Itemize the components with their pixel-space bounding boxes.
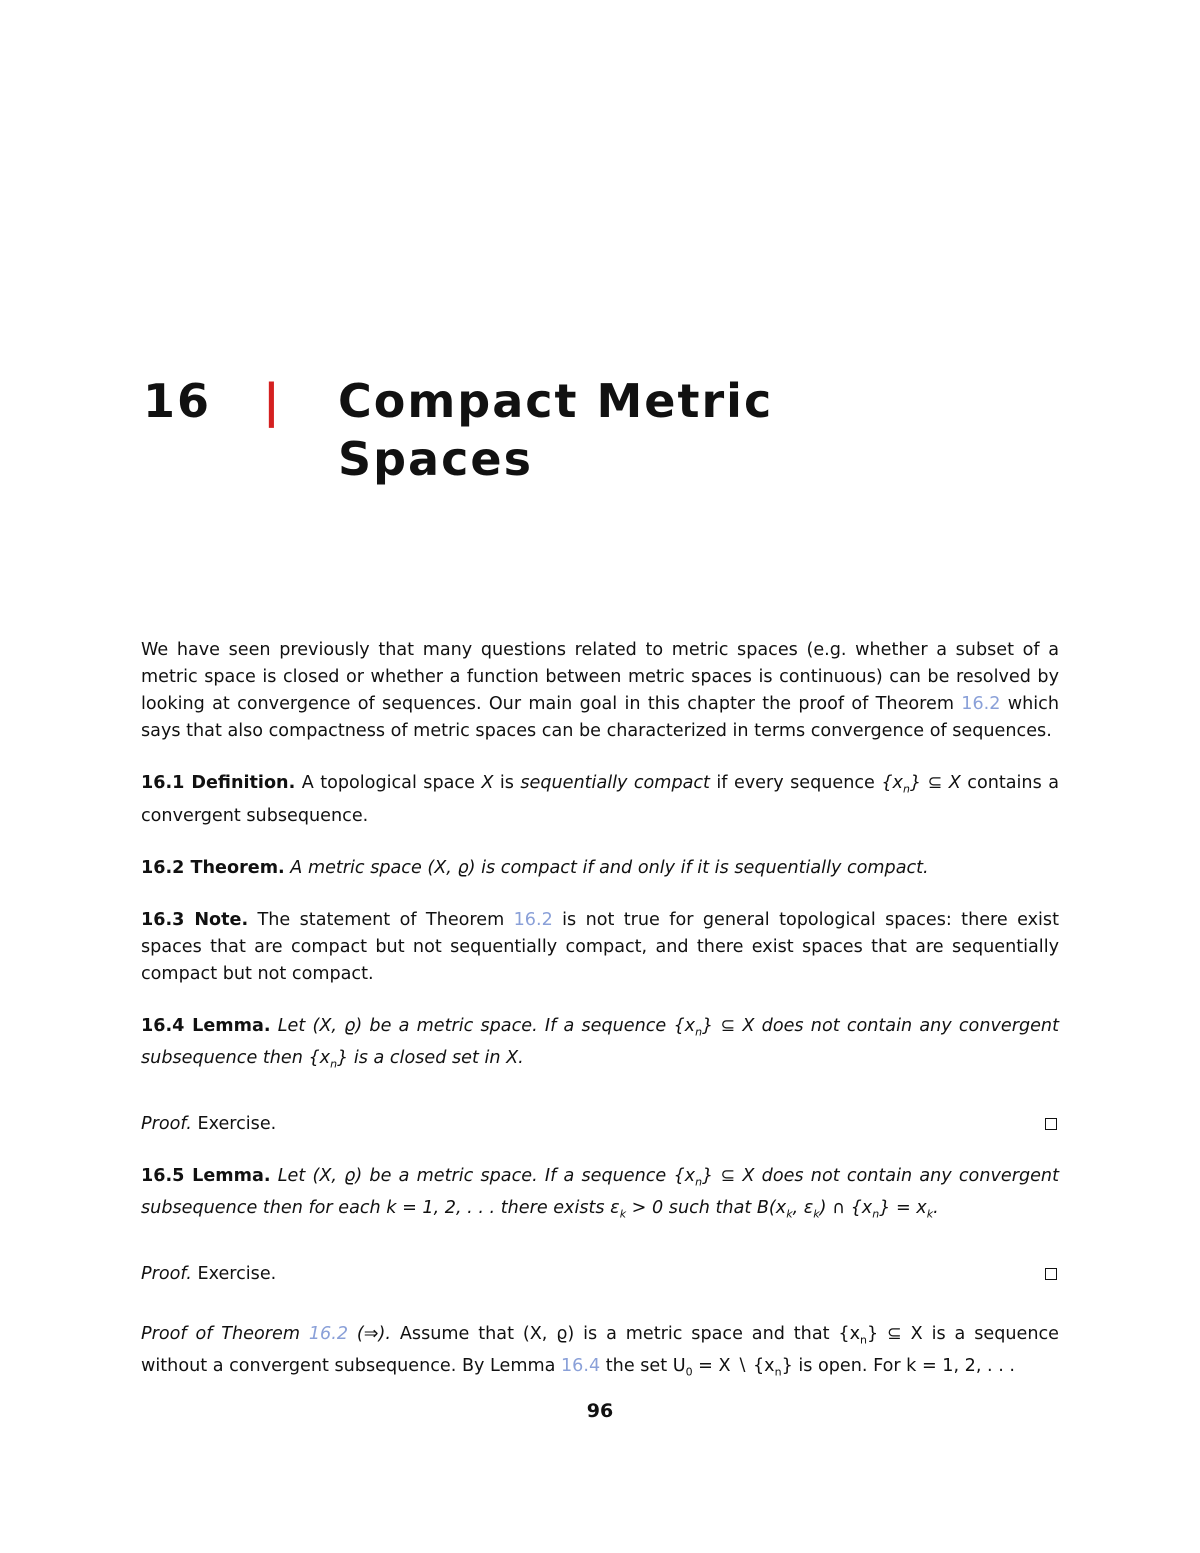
proof-label: Proof. xyxy=(141,1113,192,1134)
proof-lemma-16-5: Proof. Exercise. xyxy=(141,1261,1059,1288)
page-number: 96 xyxy=(586,1400,614,1422)
proof-theorem-16-2: Proof of Theorem 16.2 (⇒). Assume that (X, ϱ) is a metric space and that $\{x_n\}$ ⊆ X is a sequence without a convergent subsequence. By Lemma 16.4 the set $U_0 = X$ ∖ $\{x_n\}$ is open. For k = 1, 2, . . . xyxy=(141,1323,1060,1379)
chapter-title xyxy=(338,372,898,488)
page-body xyxy=(141,637,1059,1386)
theorem-link[interactable]: 16.2 xyxy=(961,694,1001,714)
intro-paragraph: We have seen previously that many questions related to metric spaces (e.g. whether a subset of a metric space is closed or whether a function between metric spaces is continuous) can be resolved by looking at convergence of sequences. Our main goal in this chapter the proof of Theorem 16.2 which says that also compactness of metric spaces can be characterized in terms convergence of sequences. xyxy=(141,640,1059,741)
qed-square-icon xyxy=(1045,1118,1057,1130)
chapter-title-line2: Spaces xyxy=(338,432,533,486)
lemma-label: 16.5 Lemma. xyxy=(141,1165,271,1186)
proof-label: Proof. xyxy=(141,1263,192,1284)
lemma-16-4: 16.4 Lemma. Let (X, ϱ) be a metric space. If a sequence $\{x_n\}$ ⊆ X does not contain any convergent subsequence then $\{x_n\}$ is a closed set in X. xyxy=(141,1015,1059,1071)
definition-16-1: 16.1 Definition. A topological space X is sequentially compact if every sequence $\{x_n\}$ ⊆ X contains a convergent subsequence. xyxy=(141,773,1059,826)
note-label: 16.3 Note. xyxy=(141,909,249,930)
chapter-separator: | xyxy=(263,374,282,428)
proof-lemma-16-4: Proof. Exercise. xyxy=(141,1111,1059,1138)
definition-label: 16.1 Definition. xyxy=(141,773,296,793)
qed-square-icon xyxy=(1045,1268,1057,1280)
defined-term: sequentially compact xyxy=(520,773,710,793)
theorem-link[interactable]: 16.2 xyxy=(308,1323,349,1344)
theorem-link[interactable]: 16.2 xyxy=(513,909,553,930)
theorem-statement: A metric space (X, ϱ) is compact if and only if it is sequentially compact. xyxy=(284,857,929,878)
theorem-label: 16.2 Theorem. xyxy=(141,857,285,878)
chapter-number: 16 xyxy=(143,374,212,428)
lemma-16-5: 16.5 Lemma. Let (X, ϱ) be a metric space. If a sequence $\{x_n\}$ ⊆ X does not contain any convergent subsequence then for each k = 1, 2, . . . there exists $\varepsilon_k > 0$ such that $B(x_k$, $\varepsilon_k$) ∩ $\{x_n\} = x_k$. xyxy=(141,1165,1059,1221)
chapter-title-line1: Compact Metric xyxy=(338,374,774,428)
theorem-16-2 xyxy=(141,855,1059,882)
proof-label: Proof of Theorem 16.2 (⇒). xyxy=(141,1323,391,1344)
chapter-heading xyxy=(143,372,943,488)
note-16-3: 16.3 Note. The statement of Theorem 16.2 is not true for general topological spaces: there exist spaces that are compact but not sequentially compact, and there exist spaces that are sequentially compact but not compact. xyxy=(141,909,1059,984)
lemma-label: 16.4 Lemma. xyxy=(141,1015,271,1036)
lemma-link[interactable]: 16.4 xyxy=(560,1356,601,1377)
